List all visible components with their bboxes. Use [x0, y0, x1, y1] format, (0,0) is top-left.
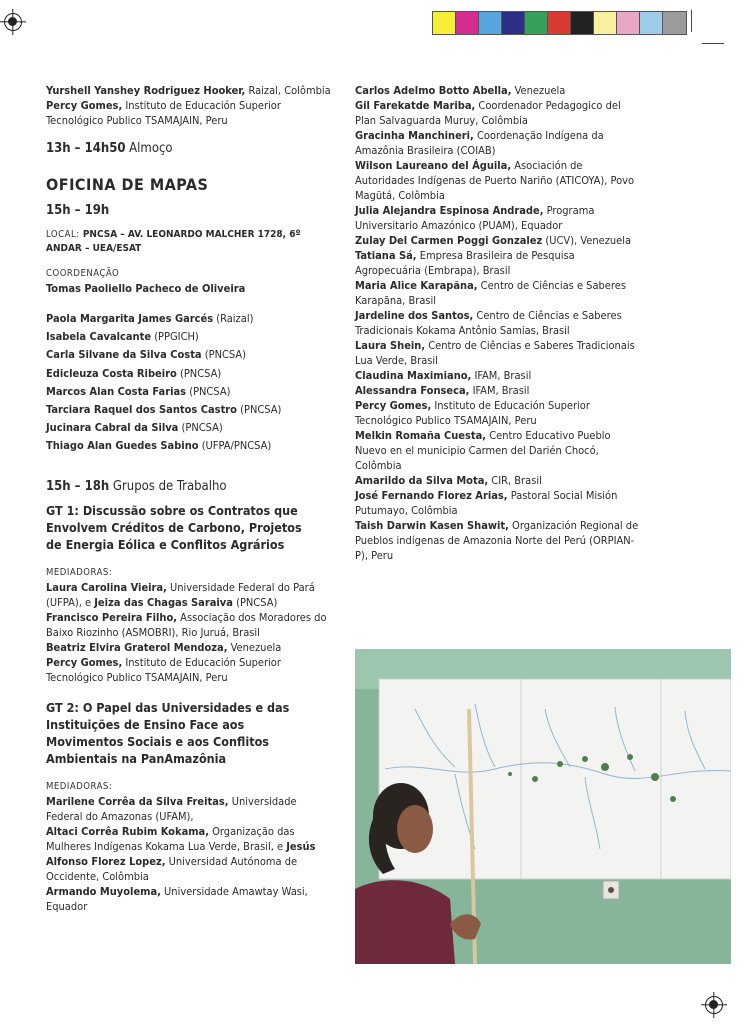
color-swatch: [663, 12, 686, 34]
registration-mark-icon: [705, 996, 723, 1014]
color-swatch: [594, 12, 617, 34]
participant-entry: Gil Farekatde Mariba, Coordenador Pedagogico del Plan Salvaguarda Muruy, Colômbia: [355, 99, 621, 127]
location-value: PNCSA – AV. LEONARDO MALCHER 1728, 6º ANDAR – UEA/ESAT: [46, 229, 301, 254]
mediator-entry: Laura Carolina Vieira, Universidade Federal do Pará (UFPA), e Jeiza das Chagas Saraiva (PNCSA): [46, 580, 315, 609]
participant-entry: Carlos Adelmo Botto Abella, Venezuela: [355, 84, 566, 97]
gt1-title: GT 1: Discussão sobre os Contratos que Envolvem Créditos de Carbono, Projetos de Energia Eólica e Conflitos Agrários: [46, 502, 302, 552]
left-column: [46, 83, 331, 914]
participant-entry: Julia Alejandra Espinosa Andrade, Programa Universitario Amazónico (PUAM), Equador: [355, 204, 595, 232]
session-time: 13h – 14h50: [46, 141, 126, 156]
color-swatch: [525, 12, 548, 34]
mediator-entry: Francisco Pereira Filho, Associação dos Moradores do Baixo Riozinho (ASMOBRI), Rio Juruá, Brasil: [46, 610, 327, 639]
groups-session: [46, 478, 331, 496]
participant-affiliation: Raizal, Colômbia: [245, 84, 331, 97]
participant-name: Yurshell Yanshey Rodriguez Hooker,: [46, 84, 246, 97]
workshop-members: [46, 310, 331, 456]
participant-affiliation: Instituto de Educación Superior Tecnológico Publico TSAMAJAIN, Peru: [46, 99, 281, 127]
crop-mark: [691, 10, 692, 32]
participant-entry: [46, 98, 331, 128]
participant-entry: Maria Alice Karapãna, Centro de Ciências e Saberes Karapãna, Brasil: [355, 279, 626, 307]
mediator-entry: Altaci Corrêa Rubim Kokama, Organização das Mulheres Indígenas Kokama Lua Verde, Brasil, e Jesús Alfonso Florez Lopez, Universidad Autónoma de Occidente, Colômbia: [46, 824, 316, 883]
participant-name: Percy Gomes,: [46, 99, 123, 112]
session-time: 15h – 18h: [46, 478, 110, 494]
coordination-value: Tomas Paoliello Pacheco de Oliveira: [46, 282, 246, 295]
color-swatch: [617, 12, 640, 34]
mediators-label: MEDIADORAS:: [46, 780, 113, 792]
participant-entry: Amarildo da Silva Mota, CIR, Brasil: [355, 474, 542, 487]
participant-entry: Jardeline dos Santos, Centro de Ciências e Saberes Tradicionais Kokama Antônio Samias, Brasil: [355, 309, 622, 337]
mediator-entry: Armando Muyolema, Universidade Amawtay Wasi, Equador: [46, 884, 308, 913]
color-calibration-bar: [432, 11, 687, 35]
crop-mark: [702, 43, 724, 44]
participant-entry: Tatiana Sá, Empresa Brasileira de Pesquisa Agropecuária (Embrapa), Brasil: [355, 249, 575, 277]
map-presentation-illustration: [355, 649, 731, 964]
color-swatch: [502, 12, 525, 34]
participant-entry: Percy Gomes, Instituto de Educación Superior Tecnológico Publico TSAMAJAIN, Peru: [355, 399, 590, 427]
workshop-photo: [355, 649, 731, 964]
participant-entry: Laura Shein, Centro de Ciências e Saberes Tradicionais Lua Verde, Brasil: [355, 339, 635, 367]
workshop-title: OFICINA DE MAPAS: [46, 175, 209, 194]
color-swatch: [640, 12, 663, 34]
session-label: Almoço: [125, 141, 173, 156]
member-item: Edicleuza Costa Ribeiro (PNCSA): [46, 366, 222, 380]
workshop-time: 15h – 19h: [46, 203, 110, 218]
participant-entry: José Fernando Florez Arias, Pastoral Social Misión Putumayo, Colômbia: [355, 489, 618, 517]
participant-entry: Claudina Maximiano, IFAM, Brasil: [355, 369, 532, 382]
participant-entry: Gracinha Manchineri, Coordenação Indígena da Amazônia Brasileira (COIAB): [355, 129, 604, 157]
member-item: Isabela Cavalcante (PPGICH): [46, 330, 199, 344]
participant-entry: Wilson Laureano del Águila, Asociación de Autoridades Indígenas de Puerto Nariño (ATICOYA), Povo Magütá, Colômbia: [355, 159, 635, 202]
participant-entry: [46, 83, 331, 98]
color-swatch: [548, 12, 571, 34]
color-swatch: [433, 12, 456, 34]
mediator-entry: Percy Gomes, Instituto de Educación Superior Tecnológico Publico TSAMAJAIN, Peru: [46, 655, 281, 684]
member-item: Tarciara Raquel dos Santos Castro (PNCSA): [46, 403, 282, 417]
mediators-label: MEDIADORAS:: [46, 566, 113, 578]
session-label: Grupos de Trabalho: [109, 478, 227, 494]
member-item: Carla Silvane da Silva Costa (PNCSA): [46, 348, 247, 362]
member-item: Paola Margarita James Garcés (Raizal): [46, 312, 254, 325]
coordination-label: COORDENAÇÃO: [46, 268, 120, 279]
participant-entry: Melkin Romaña Cuesta, Centro Educativo Pueblo Nuevo en el municipio Carmen del Darién Chocó, Colômbia: [355, 429, 611, 472]
member-item: Jucinara Cabral da Silva (PNCSA): [46, 421, 223, 435]
workshop-location: [46, 228, 331, 256]
participant-entry: Zulay Del Carmen Poggi Gonzalez (UCV), Venezuela: [355, 234, 632, 247]
color-swatch: [456, 12, 479, 34]
mediator-entry: Marilene Corrêa da Silva Freitas, Universidade Federal do Amazonas (UFAM),: [46, 794, 297, 823]
gt2-title: GT 2: O Papel das Universidades e das Instituições de Ensino Face aos Movimentos Sociais e aos Conflitos Ambientais na PanAmazônia: [46, 699, 290, 766]
mediator-entry: Beatriz Elvira Graterol Mendoza, Venezuela: [46, 640, 282, 654]
lunch-session: [46, 140, 331, 158]
registration-mark-icon: [4, 13, 22, 31]
member-item: Thiago Alan Guedes Sabino (UFPA/PNCSA): [46, 439, 272, 453]
location-label: LOCAL:: [46, 229, 83, 240]
participant-entry: Taish Darwin Kasen Shawit, Organización Regional de Pueblos indígenas de Amazonia Norte del Perú (ORPIAN-P), Peru: [355, 519, 639, 562]
member-item: Marcos Alan Costa Farias (PNCSA): [46, 384, 231, 398]
right-column: [355, 83, 640, 563]
participant-entry: Alessandra Fonseca, IFAM, Brasil: [355, 384, 530, 397]
color-swatch: [479, 12, 502, 34]
color-swatch: [571, 12, 594, 34]
